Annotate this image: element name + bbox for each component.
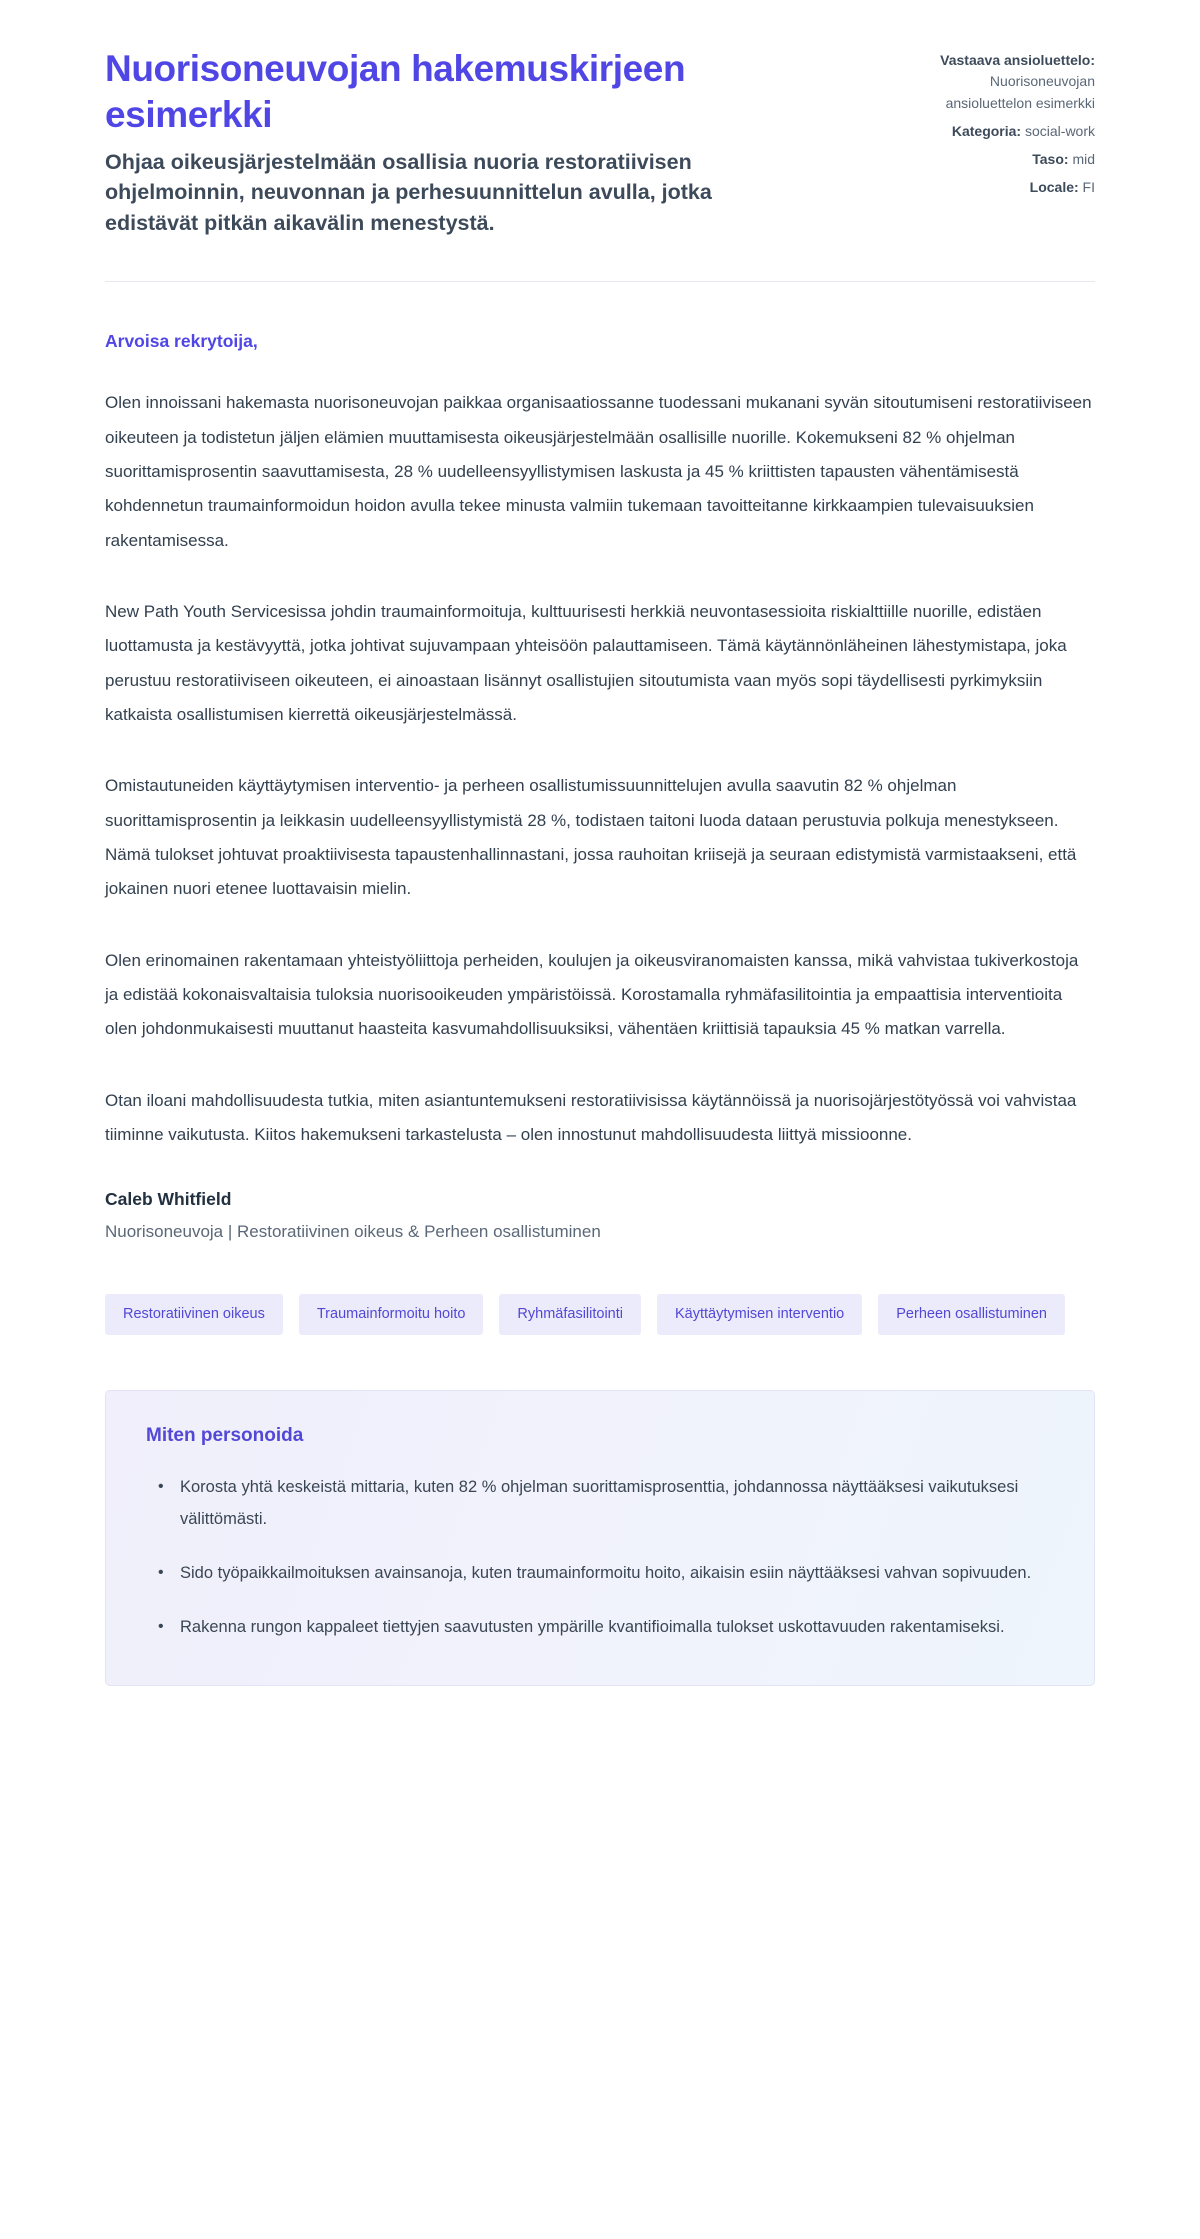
- tag-chip[interactable]: Perheen osallistuminen: [878, 1294, 1065, 1335]
- callout-tip-item: • Sido työpaikkailmoituksen avainsanoja, kuten traumainformoitu hoito, aikaisin esiin näyttääksesi vahvan sopivuuden.: [168, 1557, 1048, 1589]
- signature-role: Nuorisoneuvoja | Restoratiivinen oikeus & Perheen osallistuminen: [105, 1222, 601, 1242]
- page-title: Nuorisoneuvojan hakemuskirjeen esimerkki: [105, 48, 686, 135]
- personalization-callout: [105, 1390, 1095, 1687]
- tag-chip[interactable]: Käyttäytymisen interventio: [657, 1294, 862, 1335]
- letter-paragraph: Omistautuneiden käyttäytymisen interventio- ja perheen osallistumissuunnittelujen avulla saavutin 82 % ohjelman suorittamisprosentin ja leikkasin uudelleensyyllistymistä 28 %, todistaen taitoni luoda dataan perustuvia polkuja menestykseen. Nämä tulokset johtuvat proaktiivisesta tapaustenhallinnastani, jossa rauhoitan kriisejä ja seuraan edistymistä varmistaakseni, että jokainen nuori etenee luottavaisin mielin.: [105, 776, 1077, 899]
- callout-tip-item: • Rakenna rungon kappaleet tiettyjen saavutusten ympärille kvantifioimalla tulokset uskottavuuden rakentamiseksi.: [168, 1611, 1048, 1643]
- letter-paragraphs: [105, 386, 1095, 1152]
- meta-level-label: Taso:: [1032, 151, 1069, 168]
- meta-level-value: mid: [1072, 151, 1095, 168]
- tag-chip[interactable]: Restoratiivinen oikeus: [105, 1294, 283, 1335]
- tag-chip[interactable]: Ryhmäfasilitointi: [499, 1294, 641, 1335]
- callout-tip-item: • Korosta yhtä keskeistä mittaria, kuten 82 % ohjelman suorittamisprosenttia, johdannossa näyttääksesi vaikutuksesi välittömästi.: [168, 1471, 1048, 1535]
- header-title-block: [105, 46, 845, 238]
- meta-category-label: Kategoria:: [951, 122, 1022, 139]
- letter-paragraph: Otan iloani mahdollisuudesta tutkia, miten asiantuntemukseni restoratiivisissa käytännöissä ja nuorisojärjestötyössä voi vahvistaa tiiminne vaikutusta. Kiitos hakemukseni tarkastelusta – olen innostunut mahdollisuudesta liittyä missioonne.: [105, 1090, 1077, 1144]
- letter-paragraph: New Path Youth Servicesissa johdin traumainformoituja, kulttuurisesti herkkiä neuvontasessioita riskialttiille nuorille, edistäen luottamusta ja kestävyyttä, jotka johtivat sujuvampaan yhteisöön palauttamiseen. Tämä käytännönläheinen lähestymistapa, joka perustuu restoratiiviseen oikeuteen, ei ainoastaan lisännyt osallistujien sitoutumista vaan myös sopi täydellisesti pyrkimyksiin katkaista osallistumisen kierrettä oikeusjärjestelmässä.: [105, 601, 1067, 724]
- meta-locale-label: Locale:: [1029, 179, 1079, 196]
- tag-chip[interactable]: Traumainformoitu hoito: [299, 1294, 484, 1335]
- letter-paragraph: Olen innoissani hakemasta nuorisoneuvojan paikkaa organisaatiossanne tuodessani mukanani syvän sitoutumiseni restoratiiviseen oikeuteen ja todistetun jäljen elämien muuttamisesta oikeusjärjestelmään osallisille nuorille. Kokemukseni 82 % ohjelman suorittamisprosentin saavuttamisesta, 28 % uudelleensyyllistymisen laskusta ja 45 % kriittisten tapausten vähentämisestä kohdennetun traumainformoidun hoidon avulla tekee minusta valmiin tukemaan tavoitteitanne kirkkaampien tulevaisuuksien rakentamisessa.: [105, 393, 1092, 550]
- meta-locale-value: FI: [1082, 179, 1095, 196]
- letter-paragraph: Olen erinomainen rakentamaan yhteistyöliittoja perheiden, koulujen ja oikeusviranomaisten kanssa, mikä vahvistaa tukiverkostoja ja edistää kokonaisvaltaisia tuloksia nuorisooikeuden ympäristöissä. Korostamalla ryhmäfasilitointia ja empaattisia interventioita olen johdonmukaisesti muuttanut haasteita kasvumahdollisuuksiksi, vähentäen kriittisiä tapauksia 45 % matkan varrella.: [105, 950, 1079, 1039]
- meta-related-resume: [905, 50, 1095, 114]
- letter-salutation: Arvoisa rekrytoija,: [105, 331, 258, 352]
- callout-tip-list: [146, 1471, 1054, 1644]
- tag-list: [105, 1294, 1095, 1335]
- signature-block: [105, 1189, 1095, 1242]
- meta-related-resume-label: Vastaava ansioluettelo:: [940, 52, 1095, 68]
- header-meta-panel: [905, 46, 1095, 199]
- meta-related-resume-value: Nuorisoneuvojan ansioluettelon esimerkki: [945, 73, 1095, 111]
- callout-title: Miten personoida: [146, 1424, 304, 1446]
- meta-level: [905, 149, 1095, 170]
- cover-letter-body: [105, 282, 1095, 1152]
- meta-category-value: social-work: [1024, 122, 1095, 139]
- document-header: [105, 46, 1095, 238]
- meta-category: [905, 121, 1095, 142]
- signature-name: Caleb Whitfield: [105, 1189, 232, 1210]
- page-subtitle: Ohjaa oikeusjärjestelmään osallisia nuoria restoratiivisen ohjelmoinnin, neuvonnan ja perhesuunnittelun avulla, jotka edistävät pitkän aikavälin menestystä.: [105, 149, 712, 235]
- meta-locale: [905, 177, 1095, 198]
